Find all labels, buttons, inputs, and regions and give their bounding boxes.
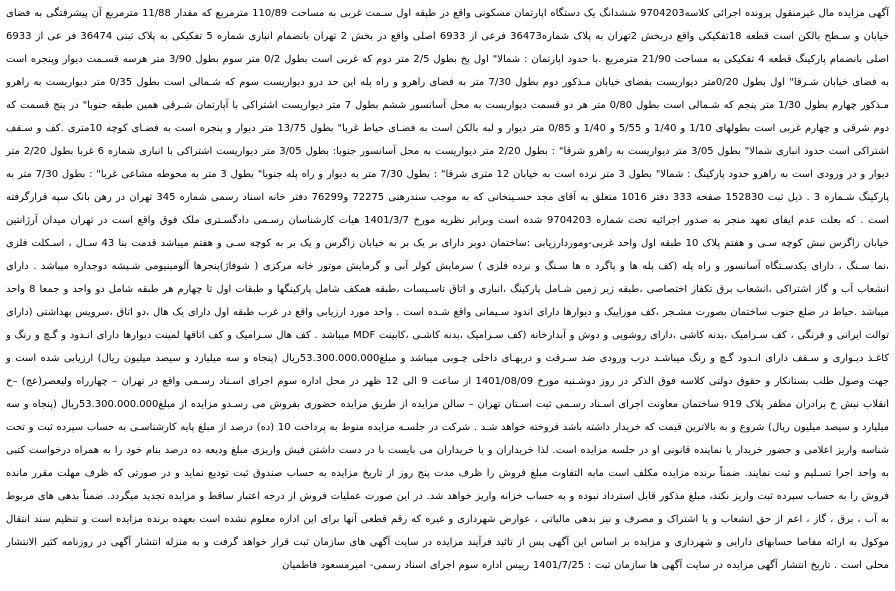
auction-notice-text: آگهی مزایده مال غیرمنقول پرونده اجرائی کلاسه9704203 ششدانگ یک دستگاه اپارتمان مسکونی واقع در طبقه اول سـمت غربی به مساحت 110/89 مترمربع که مقدار 11/88 مترمربع آن پیشرفتگی به فضای خیابان و سـطح بالکن است قطعه 18تفکیکی واقع دربخش 2تهران به پلاک شماره36473 فرعی از 6933 اصلی واقع در بخش 2 تهران بانضمام انباری شماره 5 تفکیکی به پلاک ثبتی 36474 فر عی از 6933 اصلی بانضمام پارکینگ قطعه 4 تفکیکی به مساحت 21/90 مترمربع .با حدود اپارتمان : شمالا" اول پخ بطول 2/5 متر دوم که غربی است بطول 0/2 متر سوم بطول 3/90 متر هرسه قسـمت دیوار وپنجره است به فضای خیابان شـرقا" اول بطول 0/20متر دیواریست بفضای خیابان مـذکور دوم بطول 7/30 متر به فضای راهرو و راه پله این حد درو دیواریست سوم که شـمالی است بطول 0/35 متر دیواریست به راهرو مـذکور چهارم بطول 1/30 متر پنجم که شـمالی است بطول 0/80 متر هر دو قسمت دیواریست به محل آسانسور ششم بطول 7 متر دیواریست اشتراکی با آپارتمان شـرقی همین طبقه جنوبا" در پنج قسمت که دوم شرقی و چهارم غربی است بطولهای 1/10 و 1/40 و 5/55 و 1/40 و 0/85 متر دیوار و لبه بالکن است به فضـای حیاط غربا" بطول 13/75 متر دیوار و پنجره است به فضـای کوچه 10متری .کف و سـقف اشتراکی است حدود انباری شمالا" بطول 3/05 متر دیواریست به راهرو شرقا" : بطول 2/20 متر دیواریست به محل آسانسور جنوبا: بطول 3/05 متر دیواریست اشتراکی با انباری شماره 6 غربا بطول 2/20 متر دیوار و در ورودی است به راهرو حدود پارکینگ : شمالا" بطول 3 متر نرده است به خیابان 12 متری شرقا" : بطول 7/30 متر به دیوار و راه پله جنوبا" بطول 3 متر به محوطه مشاعی غربا" : بطول 7/30 متر به پارکینگ شـماره 3 . ذیل ثبت 152830 صفحه 333 دفتر 1016 متعلق به آقای مجد حسـینخانی که به موجب سندرهنی 72275 و76299 دفتر خانه اسناد رسمی شماره 345 تهران در رهن بانک سپه قرارگرفته است . که بعلت عدم ایفای تعهد منجر به صدور اجرائیه تحت شماره 9704203 شده است وبرابر نظریه مورخ 1401/3/7 هیات کارشناسان رسـمی دادگسـتری ملک فوق واقع است در تهران میدان آرژانتین خیابان زاگرس نبش کوچه سـی و هفتم پلاک 10 طبقه اول واحد غربی-وموردارزیابی :ساختمان دوبر دارای بر یک بر به خیابان زاگرس و یک بر به کوچه سـی و هفتم میباشد قدمت بنا 43 سـال ، اسـکلت فلزی ،نما سـنگ ، دارای یکدسـتگاه آسانسور و راه پله (کف پله ها و پاگرد ه ها سـنگ و نرده فلزی ) سرمایش کولر آبی و گرمایش موتور خانه مرکزی ( شوفاژ)پنجرها آلومینیومی شـیشه دوجداره میباشد . دارای انشعاب آب و گاز اشتراکی ،انشعاب برق تکفاز اختصاصی ،طبقه زیر زمین شـامل پارکینگ ،انباری و اتاق تاسـیسات ،طبقه همکف شامل پارکینگها و طبقات اول تا چهارم هر طبقه شامل دو واحد و جمعا 8 واحد میباشد .حیاط در ضلع جنوب ساختمان بصورت مشـجر ،کف موزاییک و دیوارها دارای اندود سـیمانی واقع شـده است . واحد مورد ارزیابی واقع در غرب طبقه اول دارای یک هال ،دو اتاق ،سرویس بهداشتی (دارای توالت ایرانی و فرنگی ، کف سـرامیک ،بدنه کاشی ،دارای روشویی و دوش و آبدارخانه (کف سـرامیک ،بدنه کاشـی ،کابینت MDF میباشد . کف هال سـرامیک و کف اتاقها لمینت دیوارها دارای انـدود و گـچ و رنگ و کاغـذ دیـواری و سـقف دارای انـدود گـچ و رنگ میباشـد درب ورودی ضد سـرقت و دربهـای داخلی چـوبی میباشد و مبلغ53.300.000.000ریال (پنجاه و سه میلیارد و سیصد میلیون ریال) ارزیابی شده است و جهت وصول طلب بستانکار و حقوق دولتی کلاسه فوق الذکر در روز دوشـنبه مورخ 1401/08/09 از ساعت 9 الی 12 ظهر در محل اداره سوم اجرای اسـناد رسـمی واقع در تهران – چهارراه ولیعصر(عج) –خ انقلاب نبش خ برادران مظفر پلاک 919 ساختمان معاونت اجرای اسـناد رسـمی ثبت اسـتان تهران – سالن مزایده از طریق مزایده حضوری بفروش می رسـدو مزایده از مبلغ53.300.000.000ریال (پنجاه و سه میلیارد و سیصد میلیون ریال) شروع و به بالاترین قیمت که خریدار داشته باشد فروخته خواهد شـد . شرکت در جلسـه مزایده منوط به پرداخت 10 (ده) درصد از مبلغ پایه کارشناسـی به حساب سپرده ثبت و تحت شناسه واریز اعلامی و حضور خریدار یا نماینده قانونی او در جلسه مزایده است. لذا خریداران و یا خریداران می بایست با در دست داشتن فیش واریزی مبلغ ودیعه ده درصد بنام خود را به همراه درخواست کتبی به واحد اجرا تسـلیم و ثبت نمایند. ضمناً برنده مزایده مکلف است مابه التفاوت مبلغ فروش را ظرف مدت پنج روز از تاریخ مزایده به حساب صندوق ثبت تودیع نماید و در صورتی که ظرف مهلت مقرر مانده فروش را به حساب سپرده ثبت واریز نکند، مبلغ مذکور قابل استرداد نبوده و به حساب خزانه واریز خواهد شد. در این صورت عملیات فروش از درجه اعتبار ساقط و مزایده تجدید میگردد. ضمناً بدهی های مربوط به آب ، برق ، گاز ، اعم از حق انشعاب و یا اشتراک و مصرف و نیز بدهی مالیاتی ، عوارض شهرداری و غیره که رقم قطعی آنها برای این اداره معلوم نشده است بعهده برنده مزایده است و تنظیم سند انتقال موکول به ارائه مفاصا حسابهای دارایی و شهرداری و مزایده بر اساس این آگهی پس از تائید فرآیند مزایده در سایت آگهی های سازمان ثبت قرار خواهد گرفت و به منزله انتشار آگهی در روزنامه کثیر الانتشار محلی است . تاریخ انتشار آگهی مزایده در سایت آگهی ها سازمان ثبت : 1401/7/25 رییس اداره سوم اجرای اسناد رسمی- امیرمسعود فاطمیان (6, 8, 890, 571)
